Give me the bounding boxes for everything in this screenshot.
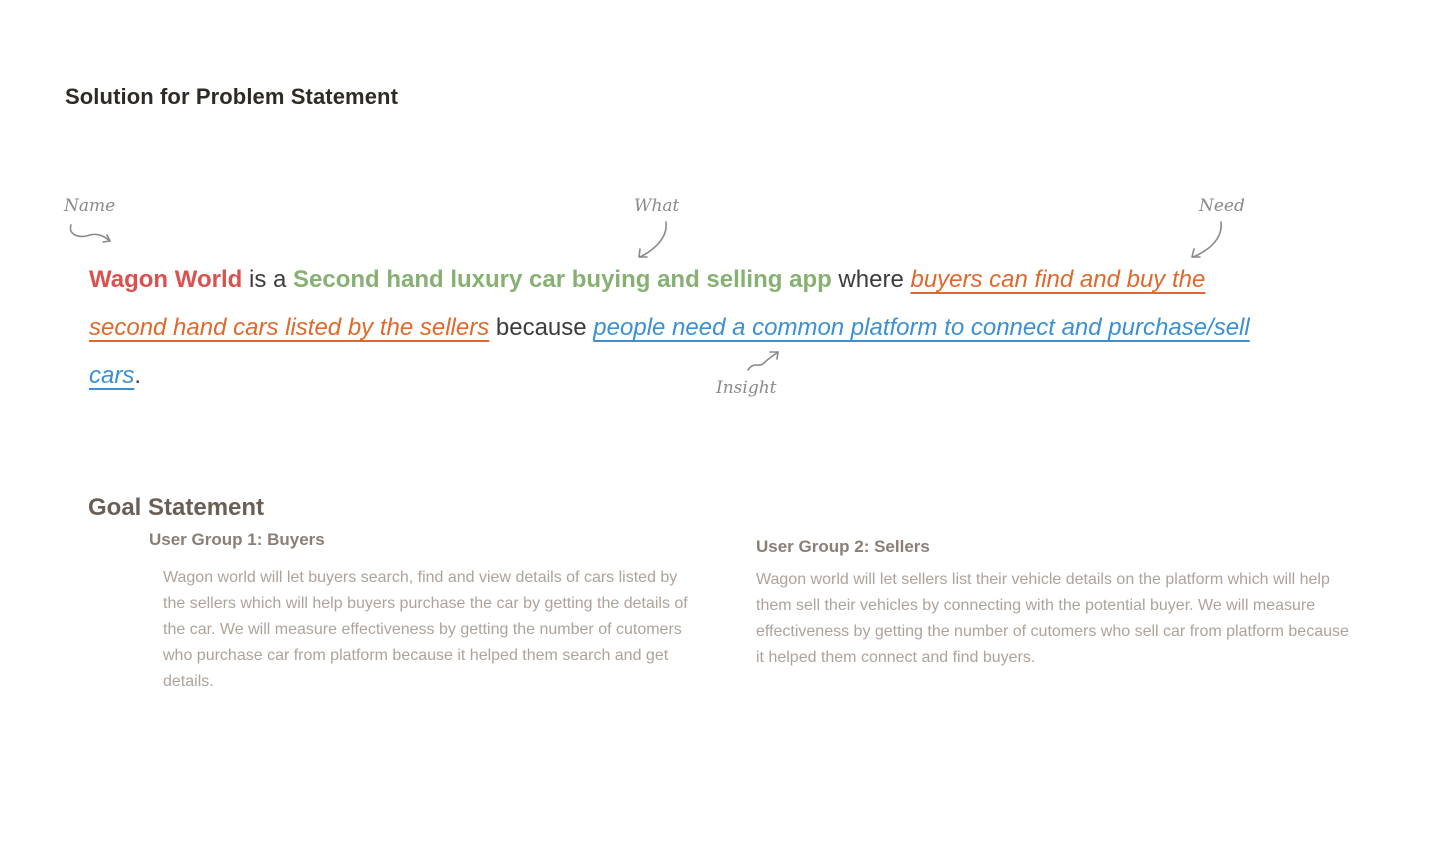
problem-statement bbox=[89, 256, 1269, 400]
user-group-sellers-title: User Group 2: Sellers bbox=[756, 537, 930, 556]
goal-statement-title: Goal Statement bbox=[88, 494, 265, 521]
annotation-insight: Insight bbox=[716, 378, 777, 398]
user-group-buyers-body: Wagon world will let buyers search, find and view details of cars listed by the sellers which will help buyers purchase the car by getting the details of the car. We will measure effectiveness by getting the number of cutomers who purchase car from platform because it helped them search and get details. bbox=[163, 569, 688, 690]
curved-arrow-icon bbox=[66, 222, 116, 246]
statement-need: buyers can find and buy the second hand cars listed by the sellers bbox=[89, 266, 1206, 341]
user-group-sellers-body: Wagon world will let sellers list their vehicle details on the platform which will help them sell their vehicles by connecting with the potential buyer. We will measure effectiveness by getting the number of cutomers who sell car from platform because it helped them connect and find buyers. bbox=[756, 571, 1349, 666]
page-title: Solution for Problem Statement bbox=[65, 84, 399, 109]
statement-what: Second hand luxury car buying and selling app bbox=[293, 266, 832, 293]
statement-name: Wagon World bbox=[89, 266, 243, 293]
annotation-name: Name bbox=[64, 196, 116, 216]
user-group-buyers-title: User Group 1: Buyers bbox=[149, 530, 325, 549]
statement-insight: people need a common platform to connect and purchase/sell cars bbox=[89, 314, 1250, 389]
annotation-what: What bbox=[634, 196, 680, 216]
statement-connector: is a bbox=[242, 266, 293, 293]
statement-ending: . bbox=[134, 362, 142, 389]
statement-connector: because bbox=[489, 314, 594, 341]
statement-connector: where bbox=[831, 266, 911, 293]
annotation-need: Need bbox=[1199, 196, 1245, 216]
